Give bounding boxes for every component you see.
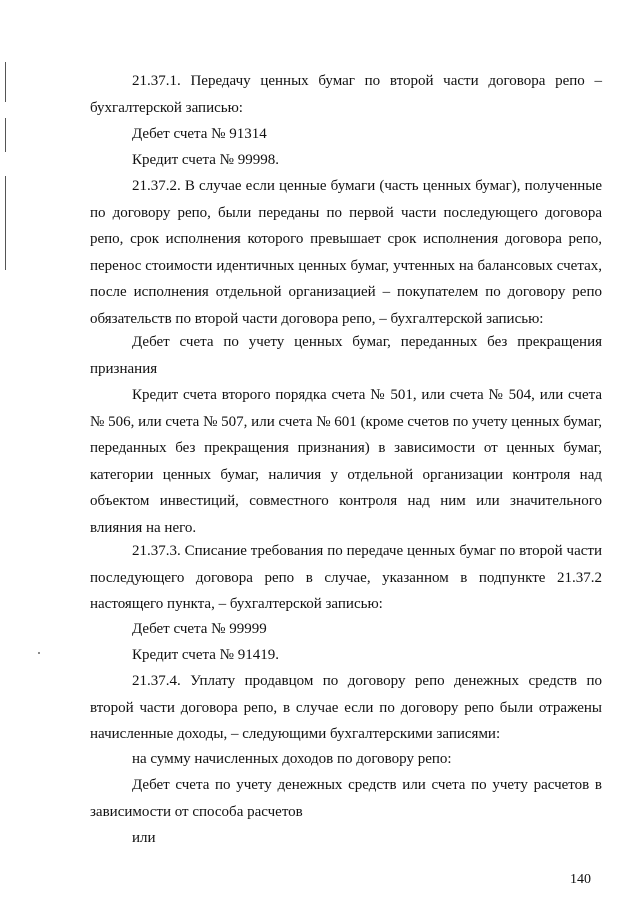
- subparagraph-accrued-income: на сумму начисленных доходов по договору репо:: [132, 751, 452, 767]
- conjunction-or: или: [132, 830, 156, 846]
- paragraph-21-37-1: 21.37.1. Передачу ценных бумаг по второй части договора репо – бухгалтерской записью:: [90, 73, 602, 116]
- paragraph-21-37-4: 21.37.4. Уплату продавцом по договору репо денежных средств по второй части договора репо, в случае если по договору репо были отражены начисленные доходы, – следующими бухгалтерскими записями:: [90, 673, 602, 742]
- page-number: 140: [570, 872, 591, 887]
- paragraph-21-37-3: 21.37.3. Списание требования по передаче ценных бумаг по второй части последующего договора репо в случае, указанном в подпункте 21.37.2 настоящего пункта, – бухгалтерской записью:: [90, 543, 602, 612]
- scan-speck: [38, 652, 40, 654]
- entry-debit-91314: Дебет счета № 91314: [132, 126, 267, 142]
- entry-credit-99998: Кредит счета № 99998.: [132, 152, 279, 168]
- entry-debit-securities: Дебет счета по учету ценных бумаг, переданных без прекращения признания: [90, 334, 602, 377]
- scan-margin-mark: [5, 62, 6, 102]
- scan-margin-mark: [5, 118, 6, 152]
- paragraph-21-37-2: 21.37.2. В случае если ценные бумаги (часть ценных бумаг), полученные по договору репо, были переданы по первой части последующего договора репо, срок исполнения которого превышает срок исполнения договора репо, перенос стоимости идентичных ценных бумаг, учтенных на балансовых счетах, после исполнения отдельной организацией – покупателем по договору репо обязательств по второй части договора репо, – бухгалтерской записью:: [90, 178, 602, 327]
- entry-debit-99999: Дебет счета № 99999: [132, 621, 267, 637]
- entry-credit-second-order: Кредит счета второго порядка счета № 501, или счета № 504, или счета № 506, или счета № 507, или счета № 601 (кроме счетов по учету ценных бумаг, переданных без прекращения признания) в зависимости от ценных бумаг, категории ценных бумаг, наличия у отдельной организации контроля над объектом инвестиций, совместного контроля над ним или значительного влияния на него.: [90, 387, 602, 536]
- entry-debit-cash: Дебет счета по учету денежных средств или счета по учету расчетов в зависимости от способа расчетов: [90, 777, 602, 820]
- entry-credit-91419: Кредит счета № 91419.: [132, 647, 279, 663]
- scan-margin-mark: [5, 176, 6, 270]
